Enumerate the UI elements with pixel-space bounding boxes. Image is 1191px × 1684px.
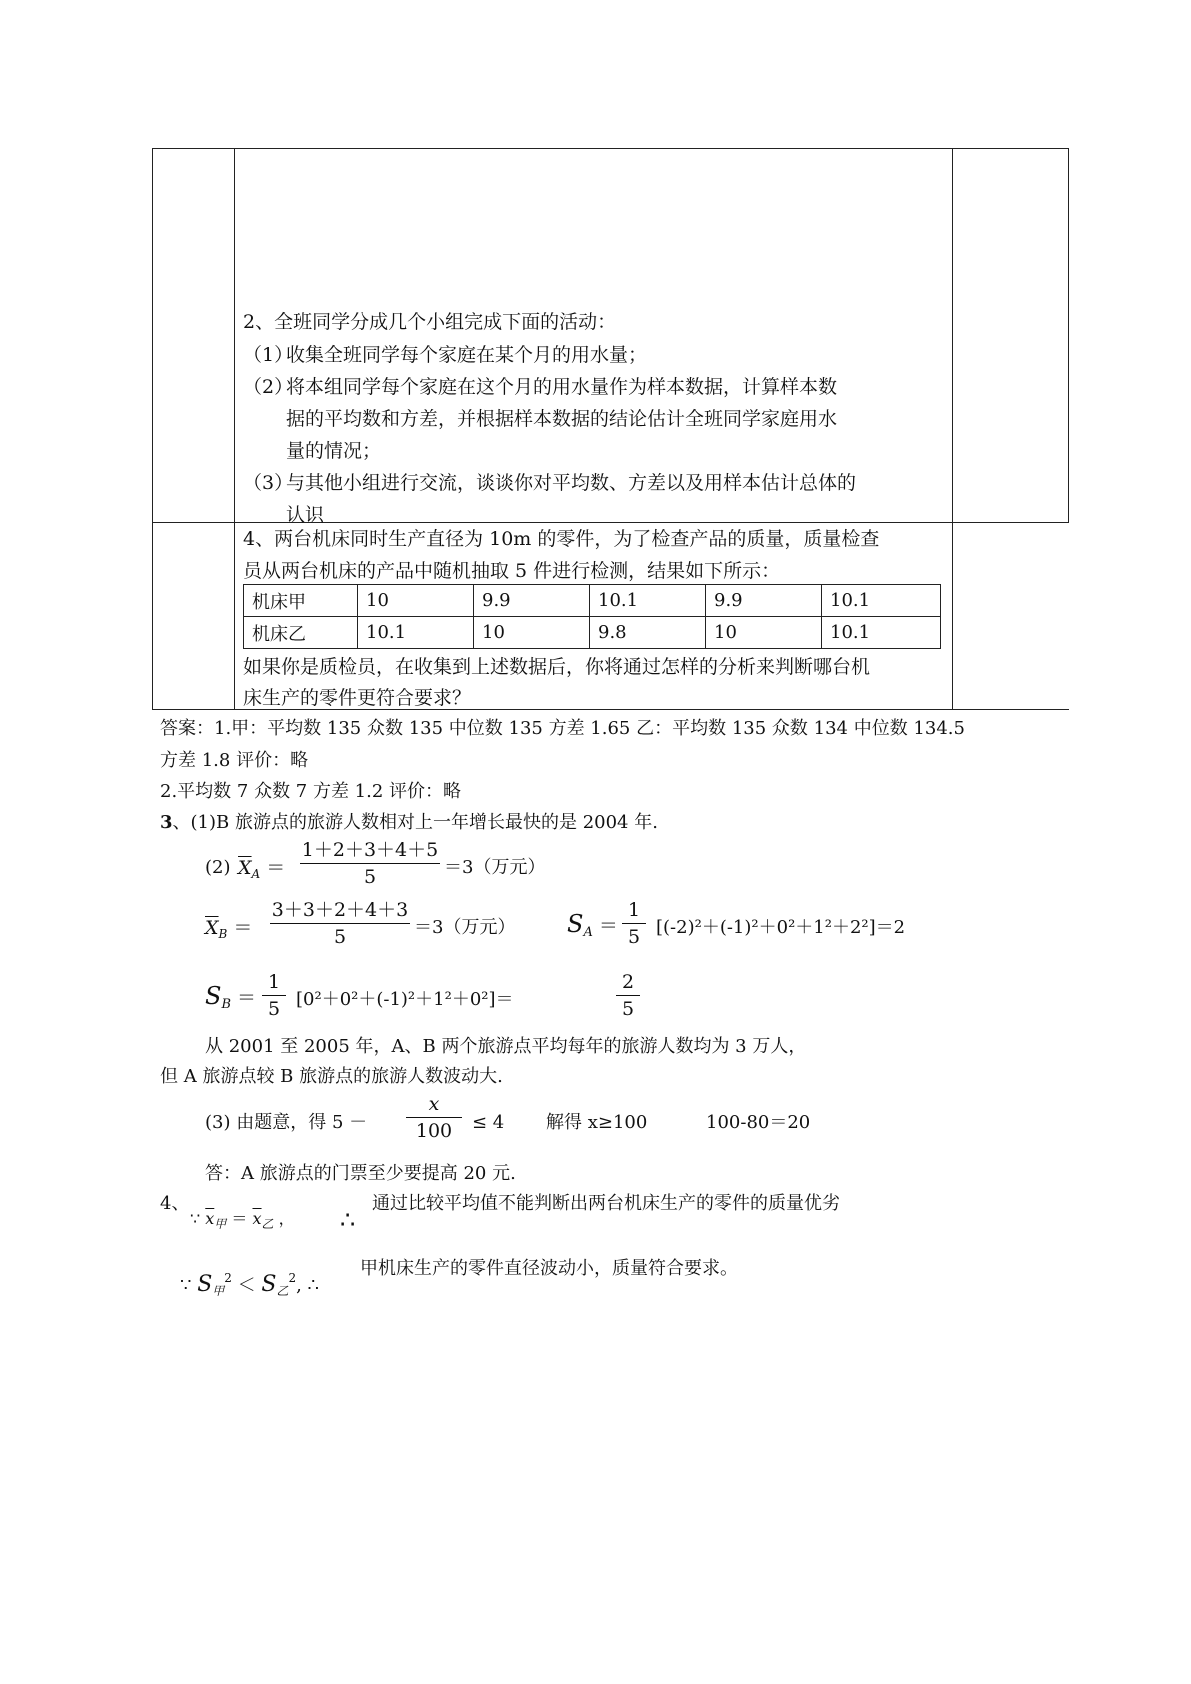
activity2-item3-line1: 与其他小组进行交流，谈谈你对平均数、方差以及用样本估计总体的 xyxy=(286,472,857,494)
variance-sa-fraction xyxy=(622,898,646,949)
machine-data-table xyxy=(243,584,941,649)
therefore-symbol: ∴ xyxy=(340,1206,356,1234)
table-cell: 机床乙 xyxy=(244,617,358,649)
activity2-title: 2、全班同学分成几个小组完成下面的活动： xyxy=(243,311,617,333)
answer4-variance-compare: ∵ $S_甲^2 < S_乙^2$, ∴ xyxy=(180,1271,320,1298)
mean-xb-symbol: $\overline{X}_B$ ＝ xyxy=(205,917,253,941)
activity2-item1-num: （1） xyxy=(243,344,294,366)
fraction-numerator: 1 xyxy=(267,971,281,993)
fraction-bar xyxy=(406,1117,462,1118)
activity2-item2-num: （2） xyxy=(243,376,294,398)
mean-xb-denominator: 5 xyxy=(333,926,347,948)
fraction-numerator: x xyxy=(428,1093,440,1115)
mean-xa-result: ＝3（万元） xyxy=(444,857,546,878)
table-col-divider-2 xyxy=(952,148,953,710)
table-cell: 10 xyxy=(706,617,822,649)
answer3-number: 3 xyxy=(160,812,173,833)
mean-xa-symbol: $\overline{X}_A$ ＝ xyxy=(238,857,286,881)
subscript-jia: 甲 xyxy=(214,1217,227,1231)
answer3-part3-fraction xyxy=(406,1092,462,1143)
activity2-item3-line2: 认识 xyxy=(286,504,325,526)
variance-sa-symbol: $S_A$ ＝ xyxy=(567,910,618,940)
table-cell: 9.9 xyxy=(706,585,822,617)
fraction-denominator: 5 xyxy=(267,998,281,1020)
answer3-final: 答：A 旅游点的门票至少要提高 20 元. xyxy=(205,1163,516,1184)
variance-sb-result-fraction xyxy=(616,970,640,1021)
mean-xb-result: ＝3（万元） xyxy=(414,917,516,938)
fraction-bar xyxy=(622,923,646,924)
fraction-bar xyxy=(270,923,410,924)
table-cell: 10.1 xyxy=(822,585,941,617)
problem4-after2: 床生产的零件更符合要求？ xyxy=(243,687,472,709)
answer3-conclusion-line1: 从 2001 至 2005 年，A、B 两个旅游点平均每年的旅游人数均为 3 万人， xyxy=(205,1036,807,1057)
subscript-jia: 甲 xyxy=(212,1284,225,1298)
answer3-part1 xyxy=(160,811,658,835)
answer3-part3-solution: 解得 x≥100 xyxy=(546,1112,648,1133)
answer1-line1: 答案：1.甲：平均数 135 众数 135 中位数 135 方差 1.65 乙：平均数 135 众数 134 中位数 134.5 xyxy=(160,718,965,739)
answer2: 2.平均数 7 众数 7 方差 1.2 评价：略 xyxy=(160,781,462,802)
answer3-conclusion-line2: 但 A 旅游点较 B 旅游点的旅游人数波动大. xyxy=(160,1066,503,1087)
problem4-after1: 如果你是质检员，在收集到上述数据后，你将通过怎样的分析来判断哪台机 xyxy=(243,656,871,678)
subscript-yi: 乙 xyxy=(276,1284,289,1298)
variance-sb-fraction xyxy=(262,970,286,1021)
answer3-part2-label: (2) xyxy=(205,857,231,878)
activity2-item2-line3: 量的情况； xyxy=(286,440,382,462)
answer4-text2: 甲机床生产的零件直径波动小，质量符合要求。 xyxy=(360,1258,738,1279)
fraction-bar xyxy=(616,995,640,996)
table-cell: 9.9 xyxy=(474,585,590,617)
table-row xyxy=(244,617,941,649)
fraction-bar xyxy=(300,863,440,864)
problem4-line2: 员从两台机床的产品中随机抽取 5 件进行检测，结果如下所示： xyxy=(243,560,781,582)
fraction-denominator: 100 xyxy=(415,1120,453,1142)
table-right-border xyxy=(1068,148,1069,523)
table-cell: 10.1 xyxy=(590,585,706,617)
mean-xb-numerator: 3＋3＋2＋4＋3 xyxy=(271,899,409,921)
activity2-item3-num: （3） xyxy=(243,472,294,494)
fraction-numerator: 2 xyxy=(621,971,635,993)
answer4-text1: 通过比较平均值不能判断出两台机床生产的零件的质量优劣 xyxy=(372,1193,840,1214)
fraction-numerator: 1 xyxy=(627,899,641,921)
variance-sb-symbol: $S_B$ ＝ xyxy=(205,982,257,1012)
answer3-part3-inequality: ≤ 4 xyxy=(472,1112,505,1133)
table-cell: 机床甲 xyxy=(244,585,358,617)
variance-sb-expression: [0²＋0²＋(-1)²＋1²＋0²]＝ xyxy=(296,989,514,1010)
answer4-means-equal: ∵ $\overline{x}_甲 = \overline{x}_乙$ ， xyxy=(190,1209,295,1231)
fraction-bar xyxy=(262,995,286,996)
mean-xa-numerator: 1＋2＋3＋4＋5 xyxy=(301,839,439,861)
mean-xb-fraction xyxy=(270,898,410,949)
table-cell: 10.1 xyxy=(358,617,474,649)
subscript-yi: 乙 xyxy=(261,1217,274,1231)
answer4-label: 4、 xyxy=(160,1193,190,1214)
answer3-part3-calc: 100-80＝20 xyxy=(706,1112,811,1133)
answer1-line2: 方差 1.8 评价：略 xyxy=(160,750,309,771)
table-cell: 10 xyxy=(474,617,590,649)
table-row xyxy=(244,585,941,617)
answer3-part1-text: 、(1)B 旅游点的旅游人数相对上一年增长最快的是 2004 年. xyxy=(172,812,658,833)
answer3-part3-prefix: (3) 由题意，得 5 － xyxy=(205,1112,368,1133)
table-left-border xyxy=(152,148,153,710)
activity2-item2-line2: 据的平均数和方差，并根据样本数据的结论估计全班同学家庭用水 xyxy=(286,408,838,430)
mean-xa-denominator: 5 xyxy=(363,866,377,888)
fraction-denominator: 5 xyxy=(621,998,635,1020)
table-cell: 9.8 xyxy=(590,617,706,649)
table-top-border xyxy=(152,148,1069,149)
activity2-item1-line1: 收集全班同学每个家庭在某个月的用水量； xyxy=(286,344,648,366)
table-col-divider-1 xyxy=(234,148,235,710)
fraction-denominator: 5 xyxy=(627,926,641,948)
variance-sa-expression: [(-2)²＋(-1)²＋0²＋1²＋2²]＝2 xyxy=(656,917,906,938)
problem4-line1: 4、两台机床同时生产直径为 10m 的零件，为了检查产品的质量，质量检查 xyxy=(243,528,880,550)
table-cell: 10 xyxy=(358,585,474,617)
mean-xa-fraction xyxy=(300,838,440,889)
activity2-item2-line1: 将本组同学每个家庭在这个月的用水量作为样本数据，计算样本数 xyxy=(286,376,838,398)
table-cell: 10.1 xyxy=(822,617,941,649)
